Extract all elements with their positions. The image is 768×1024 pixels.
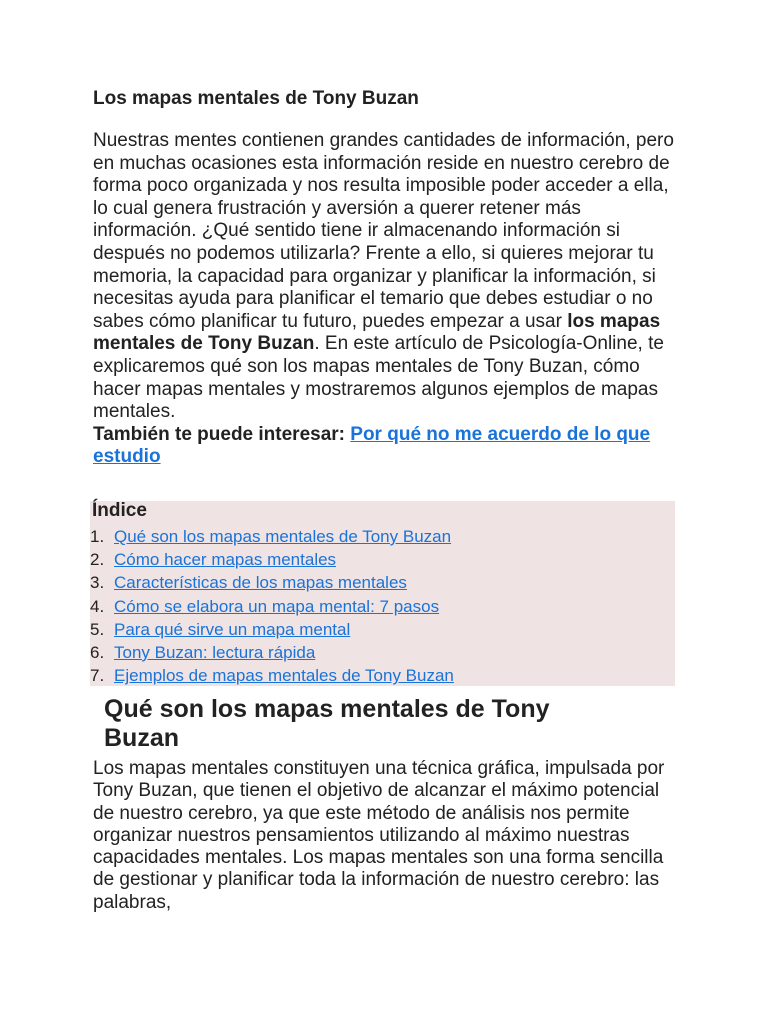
- related-article-link[interactable]: Por qué no me acuerdo de lo que estudio: [93, 423, 651, 468]
- document-page: [90, 86, 683, 913]
- toc-link[interactable]: Cómo hacer mapas mentales: [114, 550, 337, 570]
- toc-item-number: 3.: [90, 573, 105, 593]
- toc-link[interactable]: Tony Buzan: lectura rápida: [114, 642, 316, 662]
- related-label: También te puede interesar:: [93, 423, 351, 445]
- toc-link[interactable]: Ejemplos de mapas mentales de Tony Buzan: [114, 666, 454, 686]
- toc-item: [90, 664, 454, 687]
- intro-text-start: Nuestras mentes contienen grandes cantidades de información, pero en muchas ocasiones esta información reside en nuestro cerebro de forma poco organizada y nos resulta imposible poder acceder a ella, lo cual genera frustración y aversión a querer retener más información. ¿Qué sentido tiene ir almacenando información si después no podemos utilizarla? Frente a ello, si quieres mejorar tu memoria, la capacidad para organizar y planificar la información, si necesitas ayuda para planificar el temario que debes estudiar o no sabes cómo planificar tu futuro, puedes empezar a usar: [93, 130, 674, 332]
- section-heading: Qué son los mapas mentales de Tony Buzan: [104, 695, 550, 752]
- toc-item: [90, 641, 454, 664]
- toc-list: [90, 525, 454, 687]
- intro-bold-text: los mapas mentales de Tony Buzan: [93, 310, 661, 355]
- toc-link[interactable]: Qué son los mapas mentales de Tony Buzan: [114, 527, 452, 546]
- related-article: [93, 424, 683, 469]
- intro-text-end: . En este artículo de Psicología-Online, te explicaremos qué son los mapas mentales de Tony Buzan, cómo hacer mapas mentales y mostraremos algunos ejemplos de mapas mentales.: [93, 333, 664, 423]
- toc-item-number: 7.: [90, 666, 105, 686]
- toc-item-number: 2.: [90, 550, 105, 570]
- toc-link[interactable]: Cómo se elabora un mapa mental: 7 pasos: [114, 596, 440, 616]
- toc-item: [90, 548, 454, 571]
- intro-paragraph: [93, 130, 683, 424]
- toc-heading: Índice: [92, 500, 147, 521]
- toc-item: [90, 525, 454, 548]
- table-of-contents: [90, 501, 675, 686]
- toc-link[interactable]: Para qué sirve un mapa mental: [114, 619, 351, 639]
- toc-item: [90, 571, 454, 594]
- toc-item: [90, 595, 454, 618]
- toc-link[interactable]: Características de los mapas mentales: [114, 573, 407, 593]
- toc-item-number: 4.: [90, 596, 105, 616]
- toc-item: [90, 618, 454, 641]
- toc-item-number: 5.: [90, 619, 105, 639]
- section-paragraph: Los mapas mentales constituyen una técnica gráfica, impulsada por Tony Buzan, que tienen el objetivo de alcanzar el máximo potencial de nuestro cerebro, ya que este método de análisis nos permite organizar nuestros pensamientos utilizando al máximo nuestras capacidades mentales. Los mapas mentales son una forma sencilla de gestionar y planificar toda la información de nuestro cerebro: las palabras,: [93, 758, 665, 913]
- document-title: Los mapas mentales de Tony Buzan: [93, 88, 419, 109]
- toc-item-number: 6.: [90, 642, 105, 662]
- toc-item-number: 1.: [90, 527, 105, 546]
